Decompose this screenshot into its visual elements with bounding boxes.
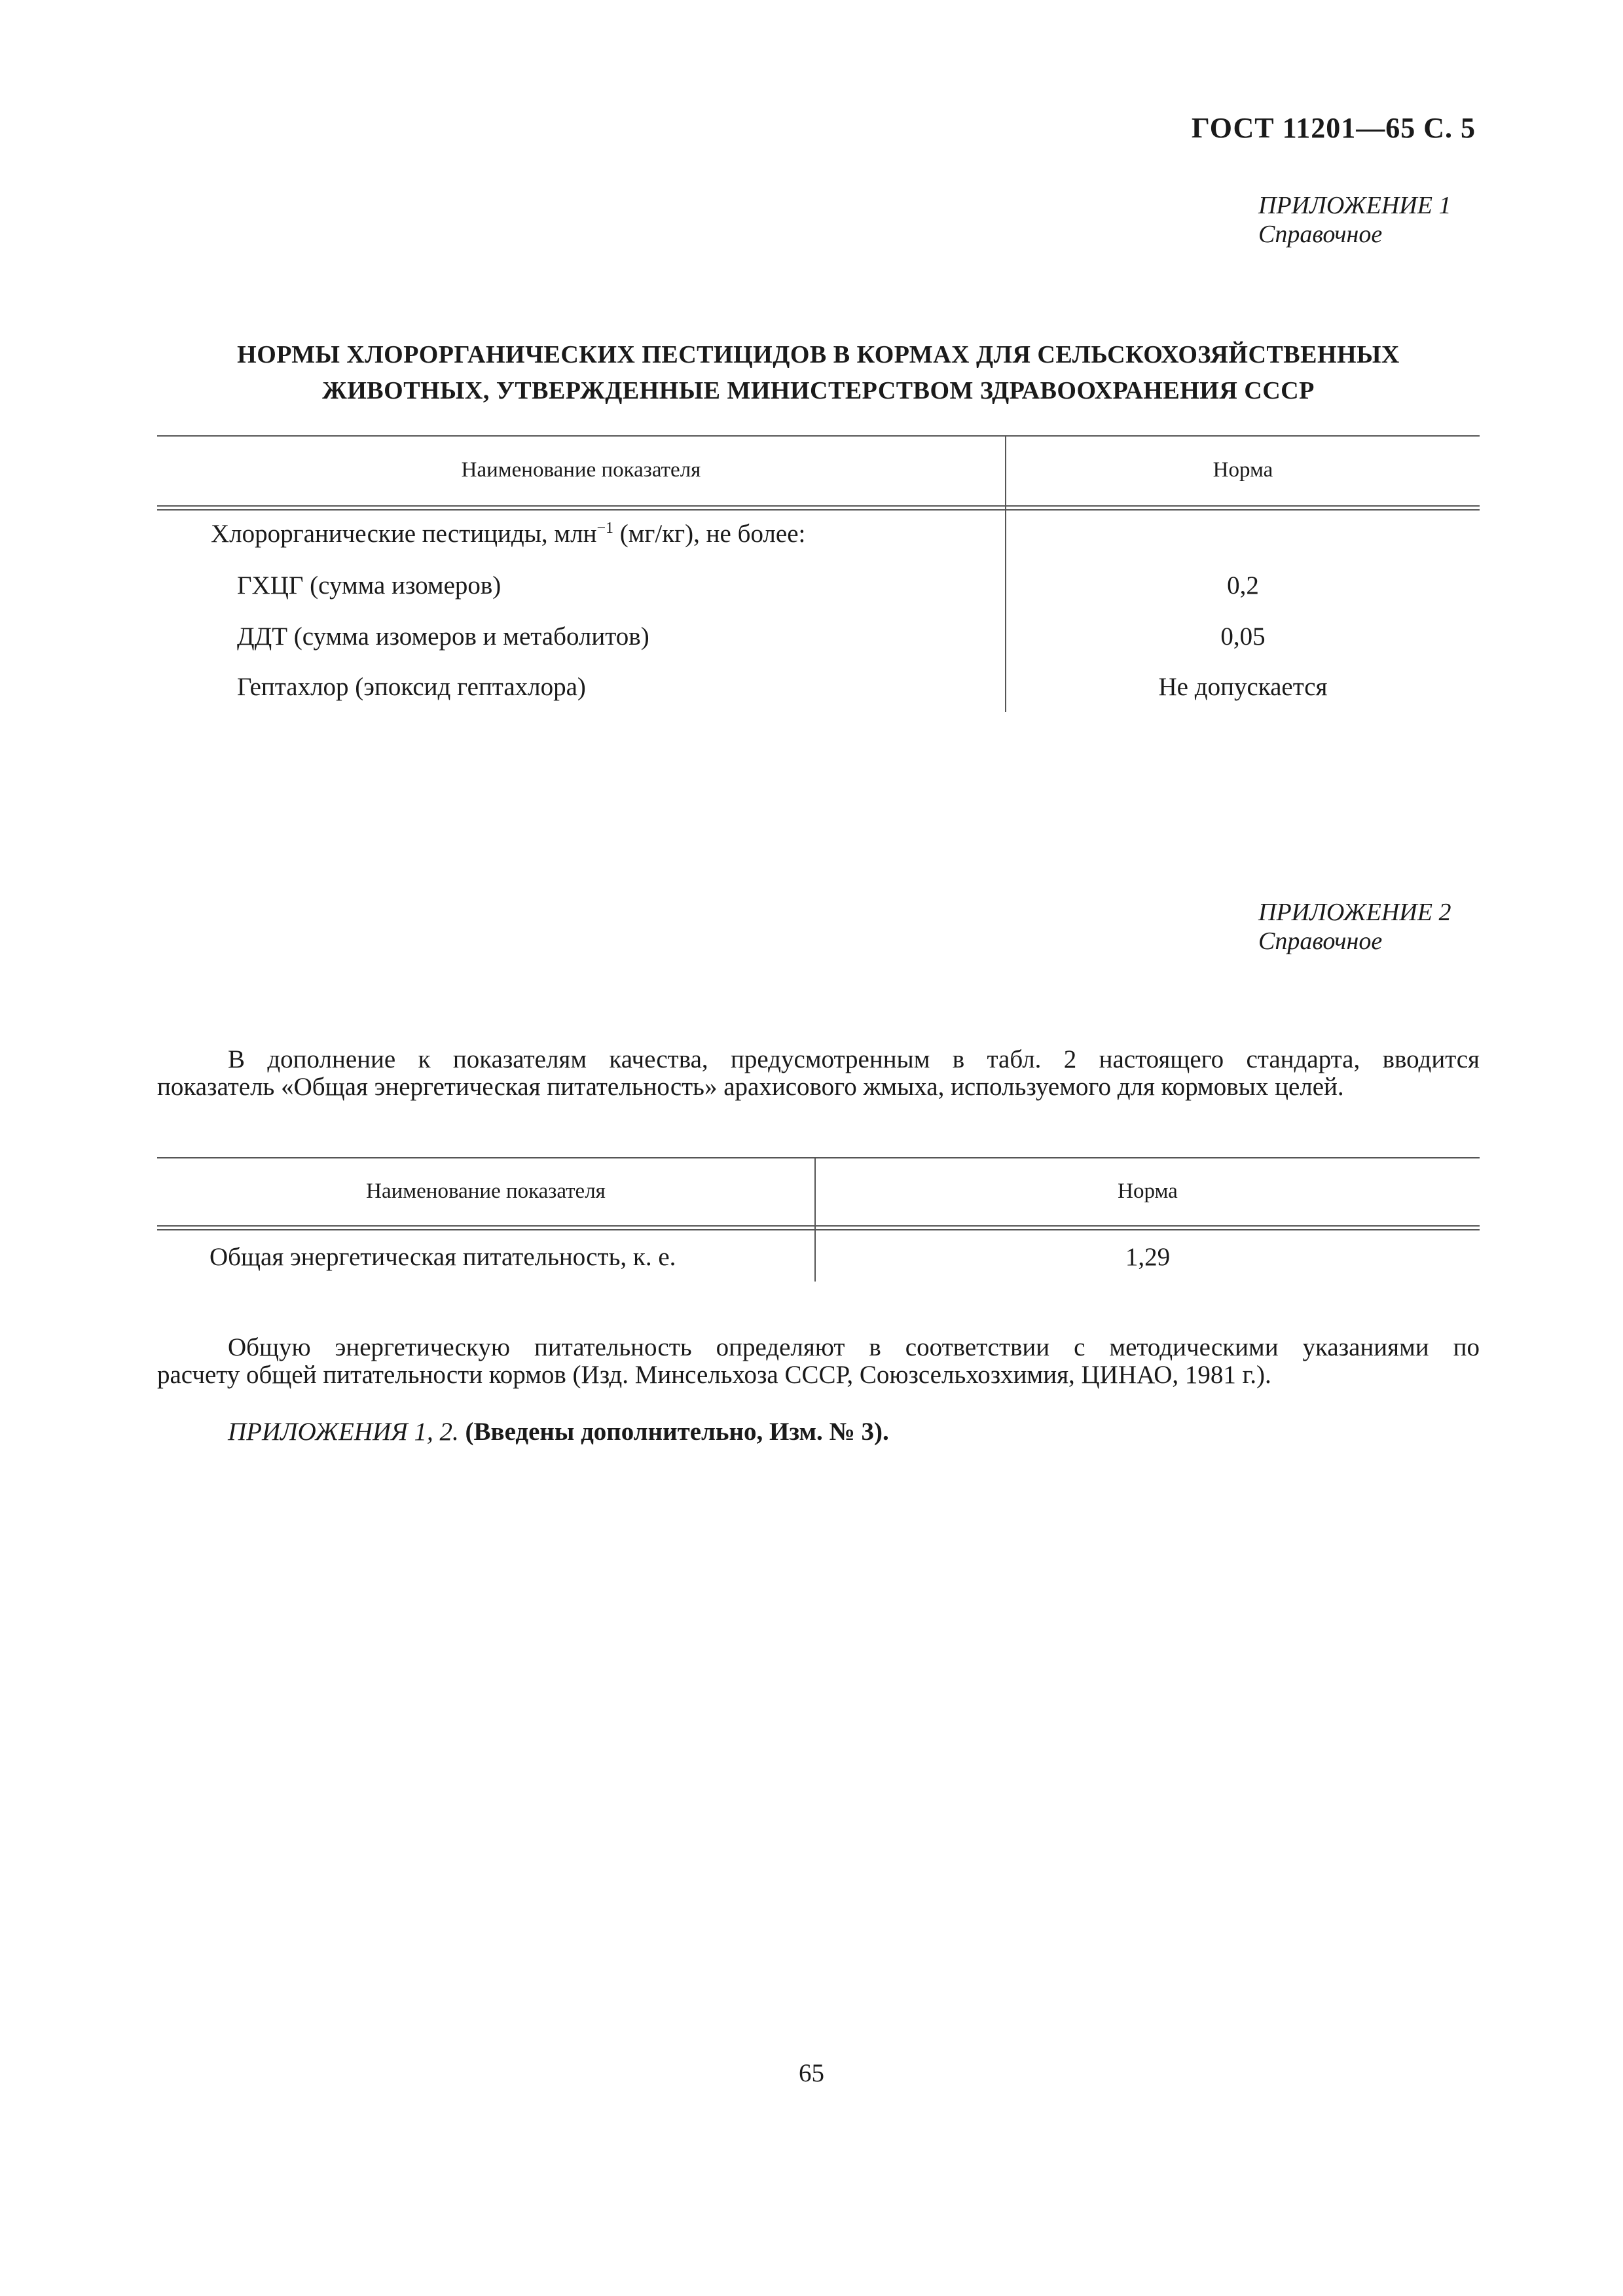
table-1-group-label: Хлорорганические пестициды, млн$^{-1}$ (мг/кг), не более: — [211, 520, 806, 548]
amendment-note-text: (Введены дополнительно, Изм. № 3). — [465, 1418, 889, 1446]
appendix-1-title-line-1: НОРМЫ ХЛОРОРГАНИЧЕСКИХ ПЕСТИЦИДОВ В КОРМАХ ДЛЯ СЕЛЬСКОХОЗЯЙСТВЕННЫХ — [237, 341, 1400, 368]
appendix-2-type: Справочное — [1258, 927, 1383, 955]
table-1-col2-header: Норма — [1213, 458, 1273, 482]
table-1-row-1-name: ГХЦГ (сумма изомеров) — [237, 571, 501, 600]
table-2-row-1-value: 1,29 — [1125, 1243, 1171, 1271]
document-reference: ГОСТ 11201—65 С. 5 — [1191, 112, 1476, 144]
table-1-row-3-name: Гептахлор (эпоксид гептахлора) — [237, 673, 586, 701]
appendix-2-intro-paragraph — [157, 1046, 1480, 1101]
method-paragraph — [157, 1334, 1480, 1389]
table-2-row-1-name: Общая энергетическая питательность, к. е. — [210, 1243, 676, 1271]
appendix-1-label: ПРИЛОЖЕНИЕ 1 — [1258, 192, 1451, 219]
appendix-1-type: Справочное — [1258, 221, 1383, 248]
table-1-row-2-name: ДДТ (сумма изомеров и метаболитов) — [237, 622, 649, 651]
table-1-row-1-value: 0,2 — [1227, 571, 1259, 600]
table-1-header-separator — [157, 505, 1480, 511]
appendix-1-title — [157, 337, 1480, 409]
table-1-top-border — [157, 435, 1480, 437]
page-number: 65 — [799, 2059, 824, 2087]
amendment-note-appendices: ПРИЛОЖЕНИЯ 1, 2. — [228, 1418, 459, 1446]
appendix-2-label: ПРИЛОЖЕНИЕ 2 — [1258, 899, 1451, 926]
intro-line-1: В дополнение к показателям качества, предусмотренным в табл. 2 настоящего стандарта, вводится — [228, 1045, 1480, 1073]
table-1-col1-header: Наименование показателя — [461, 458, 701, 482]
method-line-1: Общую энергетическую питательность определяют в соответствии с методическими указаниями по — [228, 1333, 1480, 1361]
table-1-row-3-value: Не допускается — [1158, 673, 1328, 701]
appendix-1-title-line-2: ЖИВОТНЫХ, УТВЕРЖДЕННЫЕ МИНИСТЕРСТВОМ ЗДРАВООХРАНЕНИЯ СССР — [322, 377, 1315, 404]
table-2-col1-header: Наименование показателя — [366, 1179, 606, 1203]
table-2-header-separator — [157, 1225, 1480, 1230]
method-line-2: расчету общей питательности кормов (Изд. Минсельхоза СССР, Союзсельхозхимия, ЦИНАО, 1981 г.). — [157, 1361, 1271, 1389]
intro-line-2: показатель «Общая энергетическая питательность» арахисового жмыха, используемого для кормовых целей. — [157, 1073, 1344, 1101]
table-1-row-2-value: 0,05 — [1220, 622, 1266, 651]
table-2-col2-header: Норма — [1118, 1179, 1178, 1203]
table-2-top-border — [157, 1157, 1480, 1158]
amendment-note — [228, 1417, 889, 1446]
